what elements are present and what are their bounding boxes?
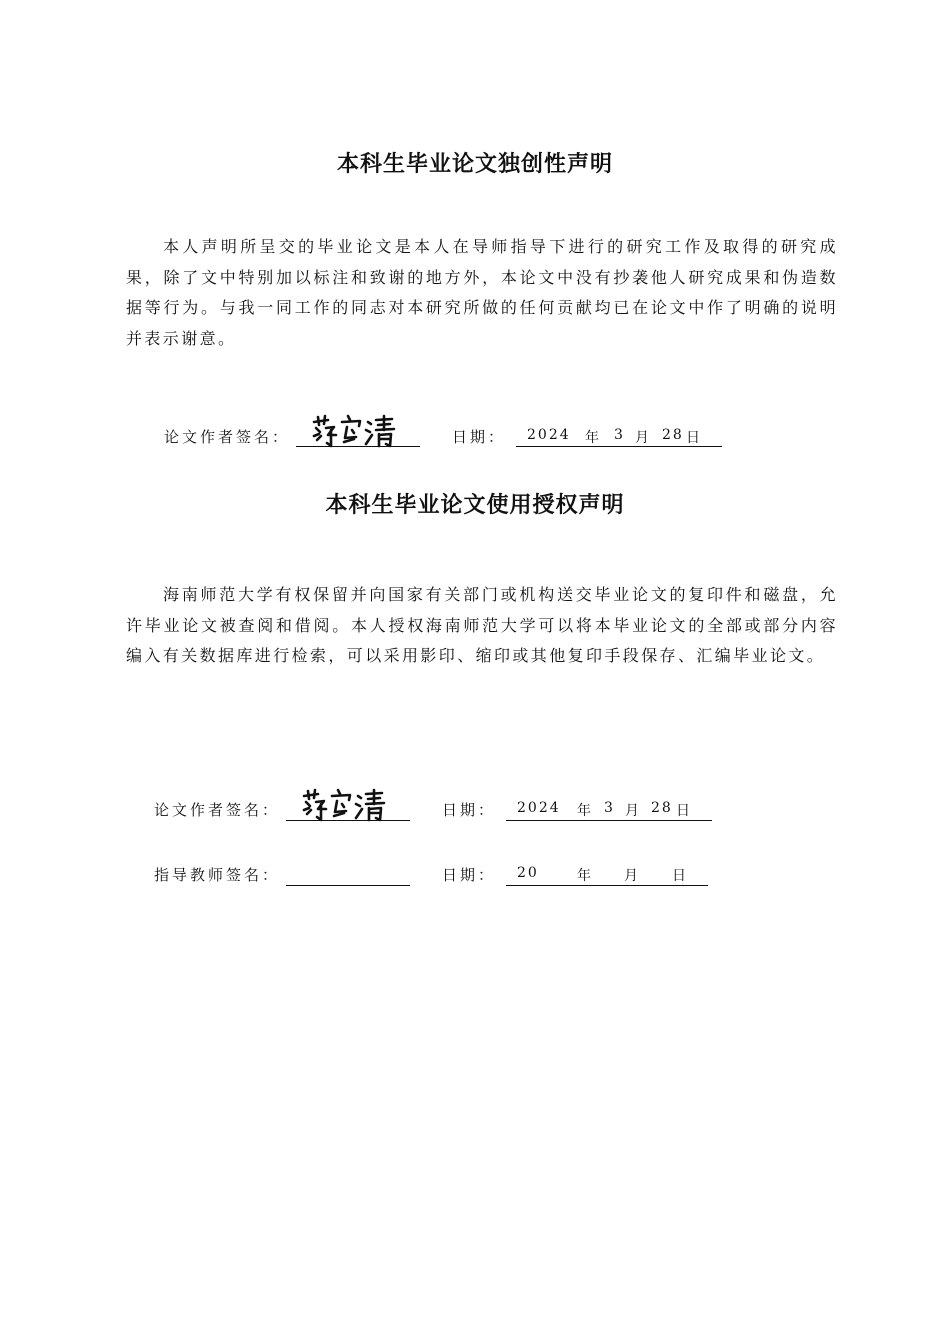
- authorization-date-month: 3: [604, 800, 615, 816]
- originality-date-label: 日期：: [452, 428, 507, 446]
- authorization-year-char: 年: [577, 803, 593, 819]
- originality-title: 本科生毕业论文独创性声明: [336, 152, 613, 177]
- advisor-day-char: 日: [672, 868, 688, 884]
- authorization-signature: [296, 782, 396, 824]
- originality-date-year: 2024: [527, 427, 571, 443]
- authorization-body: 海南师范大学有权保留并向国家有关部门或机构送交毕业论文的复印件和磁盘，允许毕业论文被查阅和借阅。本人授权海南师范大学可以将本毕业论文的全部或部分内容编入有关数据库进行检索，可以采用影印、缩印或其他复印手段保存、汇编毕业论文。: [126, 585, 838, 665]
- advisor-date-label: 日期：: [442, 866, 497, 884]
- originality-body: 本人声明所呈交的毕业论文是本人在导师指导下进行的研究工作及取得的研究成果，除了文中特别加以标注和致谢的地方外，本论文中没有抄袭他人研究成果和伪造数据等行为。与我一同工作的同志对本研究所做的任何贡献均已在论文中作了明确的说明并表示谢意。: [126, 237, 838, 348]
- originality-date-day: 28: [662, 427, 684, 443]
- authorization-author-label: 论文作者签名：: [154, 801, 281, 819]
- authorization-day-char: 日: [676, 803, 692, 819]
- advisor-date-year-prefix: 20: [517, 865, 539, 881]
- advisor-label: 指导教师签名：: [154, 866, 281, 884]
- advisor-year-char: 年: [577, 868, 593, 884]
- originality-author-label: 论文作者签名：: [164, 428, 291, 446]
- originality-month-char: 月: [635, 430, 651, 446]
- authorization-date-day: 28: [651, 800, 673, 816]
- originality-signature: [306, 408, 406, 450]
- authorization-date-label: 日期：: [442, 801, 497, 819]
- authorization-title: 本科生毕业论文使用授权声明: [325, 493, 625, 518]
- originality-year-char: 年: [585, 430, 601, 446]
- advisor-signature-line: [286, 861, 410, 886]
- authorization-month-char: 月: [625, 803, 641, 819]
- originality-date-month: 3: [614, 427, 625, 443]
- advisor-month-char: 月: [624, 868, 640, 884]
- authorization-date-year: 2024: [517, 800, 561, 816]
- originality-day-char: 日: [686, 430, 702, 446]
